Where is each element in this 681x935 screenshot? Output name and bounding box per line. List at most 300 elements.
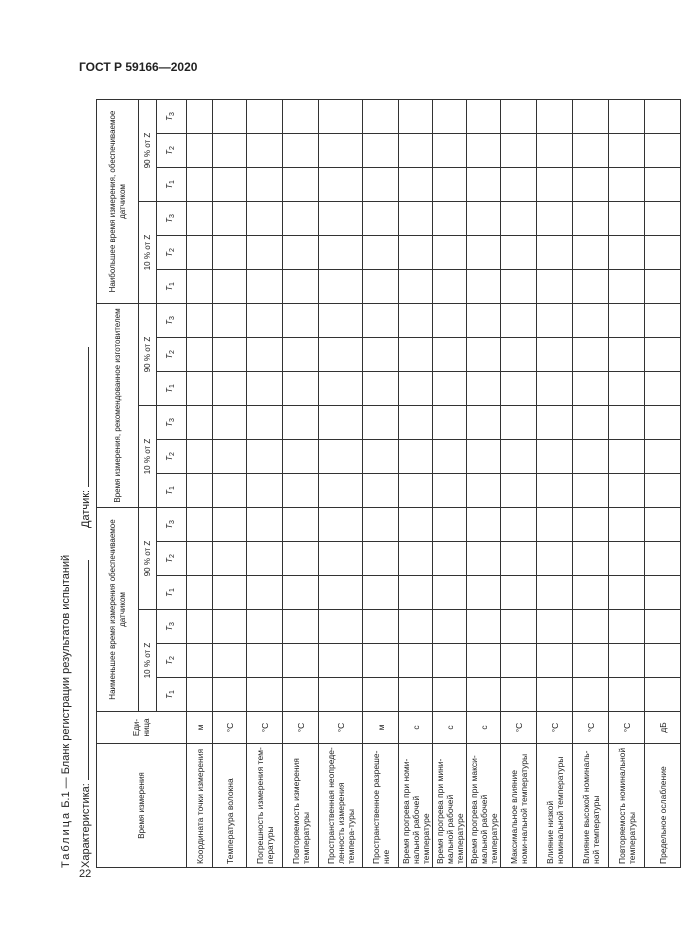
table-row <box>645 100 681 868</box>
entry-cell[interactable] <box>573 338 609 372</box>
entry-cell[interactable] <box>363 440 399 474</box>
entry-cell[interactable] <box>645 338 681 372</box>
entry-cell[interactable] <box>363 236 399 270</box>
entry-cell[interactable] <box>399 236 433 270</box>
entry-cell[interactable] <box>187 304 213 338</box>
entry-cell[interactable] <box>645 406 681 440</box>
entry-cell[interactable] <box>363 372 399 406</box>
entry-cell[interactable] <box>319 440 363 474</box>
entry-cell[interactable] <box>467 134 501 168</box>
entry-cell[interactable] <box>247 372 283 406</box>
entry-cell[interactable] <box>319 168 363 202</box>
entry-cell[interactable] <box>319 508 363 542</box>
entry-cell[interactable] <box>501 576 537 610</box>
rotated-table-block <box>60 68 668 868</box>
entry-cell[interactable] <box>433 610 467 644</box>
entry-cell[interactable] <box>187 610 213 644</box>
entry-cell[interactable] <box>501 678 537 712</box>
entry-cell[interactable] <box>537 576 573 610</box>
header-min-pct10-t2 <box>157 644 187 678</box>
entry-cell[interactable] <box>645 474 681 508</box>
entry-cell[interactable] <box>283 678 319 712</box>
entry-cell[interactable] <box>467 644 501 678</box>
header-min-pct90: 90 % от Z <box>139 508 157 610</box>
entry-cell[interactable] <box>573 678 609 712</box>
entry-cell[interactable] <box>363 304 399 338</box>
entry-cell[interactable] <box>609 406 645 440</box>
sensor-blank <box>77 347 89 487</box>
entry-cell[interactable] <box>213 304 247 338</box>
entry-cell[interactable] <box>609 508 645 542</box>
col-header-measurement-time: Время измерения <box>97 744 187 868</box>
entry-cell[interactable] <box>283 236 319 270</box>
entry-cell[interactable] <box>283 644 319 678</box>
entry-cell[interactable] <box>363 576 399 610</box>
entry-cell[interactable] <box>501 508 537 542</box>
entry-cell[interactable] <box>399 202 433 236</box>
entry-cell[interactable] <box>319 678 363 712</box>
entry-cell[interactable] <box>247 508 283 542</box>
entry-cell[interactable] <box>501 202 537 236</box>
header-min-pct90-t1 <box>157 576 187 610</box>
table-row <box>399 100 433 868</box>
entry-cell[interactable] <box>645 236 681 270</box>
entry-cell[interactable] <box>537 100 573 134</box>
entry-cell[interactable] <box>433 678 467 712</box>
entry-cell[interactable] <box>213 202 247 236</box>
entry-cell[interactable] <box>213 100 247 134</box>
entry-cell[interactable] <box>399 134 433 168</box>
entry-cell[interactable] <box>399 338 433 372</box>
entry-cell[interactable] <box>213 236 247 270</box>
entry-cell[interactable] <box>363 134 399 168</box>
entry-cell[interactable] <box>433 168 467 202</box>
entry-cell[interactable] <box>319 406 363 440</box>
entry-cell[interactable] <box>187 168 213 202</box>
symbol-subscript: 2 <box>169 656 176 661</box>
entry-cell[interactable] <box>645 610 681 644</box>
row-label: Пространственное разреше-ние <box>363 744 399 868</box>
entry-cell[interactable] <box>283 100 319 134</box>
entry-cell[interactable] <box>645 440 681 474</box>
entry-cell[interactable] <box>501 372 537 406</box>
entry-cell[interactable] <box>537 644 573 678</box>
entry-cell[interactable] <box>645 270 681 304</box>
header-max-pct10-t3 <box>157 202 187 236</box>
symbol-subscript: 3 <box>169 622 176 627</box>
entry-cell[interactable] <box>213 644 247 678</box>
entry-cell[interactable] <box>187 644 213 678</box>
entry-cell[interactable] <box>433 202 467 236</box>
entry-cell[interactable] <box>537 270 573 304</box>
entry-cell[interactable] <box>283 508 319 542</box>
header-min-pct90-t2 <box>157 542 187 576</box>
header-min-pct10-t1 <box>157 678 187 712</box>
entry-cell[interactable] <box>213 134 247 168</box>
entry-cell[interactable] <box>537 202 573 236</box>
header-max-pct90-t3 <box>157 100 187 134</box>
entry-cell[interactable] <box>537 440 573 474</box>
row-unit: м <box>363 712 399 744</box>
entry-cell[interactable] <box>187 406 213 440</box>
entry-cell[interactable] <box>283 474 319 508</box>
entry-cell[interactable] <box>363 678 399 712</box>
entry-cell[interactable] <box>645 100 681 134</box>
entry-cell[interactable] <box>609 100 645 134</box>
entry-cell[interactable] <box>573 576 609 610</box>
entry-cell[interactable] <box>609 202 645 236</box>
row-unit: °С <box>573 712 609 744</box>
entry-cell[interactable] <box>187 270 213 304</box>
entry-cell[interactable] <box>319 304 363 338</box>
entry-cell[interactable] <box>247 542 283 576</box>
entry-cell[interactable] <box>433 406 467 440</box>
entry-cell[interactable] <box>187 236 213 270</box>
col-group-max: Наибольшее время измерения, обеспечиваемое датчиком <box>97 100 139 304</box>
symbol-t: T <box>165 592 174 597</box>
entry-cell[interactable] <box>537 134 573 168</box>
entry-cell[interactable] <box>187 440 213 474</box>
entry-cell[interactable] <box>213 270 247 304</box>
entry-cell[interactable] <box>609 236 645 270</box>
entry-cell[interactable] <box>247 610 283 644</box>
symbol-t: T <box>165 490 174 495</box>
entry-cell[interactable] <box>573 508 609 542</box>
entry-cell[interactable] <box>213 406 247 440</box>
entry-cell[interactable] <box>433 100 467 134</box>
entry-cell[interactable] <box>501 440 537 474</box>
entry-cell[interactable] <box>467 610 501 644</box>
entry-cell[interactable] <box>573 440 609 474</box>
entry-cell[interactable] <box>645 678 681 712</box>
entry-cell[interactable] <box>609 610 645 644</box>
entry-cell[interactable] <box>467 236 501 270</box>
entry-cell[interactable] <box>609 440 645 474</box>
symbol-t: T <box>165 150 174 155</box>
entry-cell[interactable] <box>319 134 363 168</box>
symbol-t: T <box>165 388 174 393</box>
entry-cell[interactable] <box>573 304 609 338</box>
entry-cell[interactable] <box>283 168 319 202</box>
entry-cell[interactable] <box>609 338 645 372</box>
entry-cell[interactable] <box>573 610 609 644</box>
entry-cell[interactable] <box>187 202 213 236</box>
entry-cell[interactable] <box>319 270 363 304</box>
entry-cell[interactable] <box>433 542 467 576</box>
entry-cell[interactable] <box>247 440 283 474</box>
entry-cell[interactable] <box>319 236 363 270</box>
entry-cell[interactable] <box>247 100 283 134</box>
table-row <box>363 100 399 868</box>
entry-cell[interactable] <box>399 508 433 542</box>
entry-cell[interactable] <box>467 168 501 202</box>
symbol-subscript: 1 <box>169 384 176 389</box>
entry-cell[interactable] <box>283 576 319 610</box>
entry-cell[interactable] <box>573 474 609 508</box>
entry-cell[interactable] <box>537 678 573 712</box>
entry-cell[interactable] <box>363 542 399 576</box>
entry-cell[interactable] <box>573 644 609 678</box>
symbol-subscript: 3 <box>169 418 176 423</box>
entry-cell[interactable] <box>187 338 213 372</box>
header-rec-pct10-t3 <box>157 406 187 440</box>
entry-cell[interactable] <box>645 304 681 338</box>
entry-cell[interactable] <box>467 338 501 372</box>
entry-cell[interactable] <box>399 270 433 304</box>
entry-cell[interactable] <box>467 304 501 338</box>
entry-cell[interactable] <box>283 304 319 338</box>
entry-cell[interactable] <box>467 576 501 610</box>
entry-cell[interactable] <box>537 508 573 542</box>
entry-cell[interactable] <box>213 610 247 644</box>
entry-cell[interactable] <box>467 542 501 576</box>
entry-cell[interactable] <box>247 202 283 236</box>
entry-cell[interactable] <box>573 236 609 270</box>
entry-cell[interactable] <box>467 474 501 508</box>
entry-cell[interactable] <box>399 542 433 576</box>
entry-cell[interactable] <box>319 474 363 508</box>
entry-cell[interactable] <box>573 134 609 168</box>
entry-cell[interactable] <box>609 542 645 576</box>
entry-cell[interactable] <box>363 100 399 134</box>
entry-cell[interactable] <box>573 100 609 134</box>
table-caption <box>60 555 72 868</box>
entry-cell[interactable] <box>283 202 319 236</box>
entry-cell[interactable] <box>573 270 609 304</box>
col-group-recommended: Время измерения, рекомендованное изготовителем <box>97 304 139 508</box>
entry-cell[interactable] <box>609 372 645 406</box>
entry-cell[interactable] <box>501 100 537 134</box>
entry-cell[interactable] <box>609 644 645 678</box>
entry-cell[interactable] <box>213 508 247 542</box>
entry-cell[interactable] <box>187 134 213 168</box>
entry-cell[interactable] <box>247 678 283 712</box>
entry-cell[interactable] <box>283 610 319 644</box>
entry-cell[interactable] <box>363 270 399 304</box>
entry-cell[interactable] <box>319 542 363 576</box>
entry-cell[interactable] <box>319 202 363 236</box>
entry-cell[interactable] <box>467 406 501 440</box>
entry-cell[interactable] <box>283 440 319 474</box>
row-label: Координата точки измерения <box>187 744 213 868</box>
entry-cell[interactable] <box>501 270 537 304</box>
entry-cell[interactable] <box>501 610 537 644</box>
entry-cell[interactable] <box>537 542 573 576</box>
entry-cell[interactable] <box>213 168 247 202</box>
entry-cell[interactable] <box>609 678 645 712</box>
header-min-pct10: 10 % от Z <box>139 610 157 712</box>
entry-cell[interactable] <box>247 270 283 304</box>
entry-cell[interactable] <box>363 406 399 440</box>
entry-cell[interactable] <box>609 270 645 304</box>
entry-cell[interactable] <box>363 168 399 202</box>
entry-cell[interactable] <box>645 134 681 168</box>
entry-cell[interactable] <box>319 610 363 644</box>
entry-cell[interactable] <box>433 440 467 474</box>
table-row <box>213 100 247 868</box>
entry-cell[interactable] <box>283 134 319 168</box>
entry-cell[interactable] <box>399 168 433 202</box>
entry-cell[interactable] <box>433 474 467 508</box>
entry-cell[interactable] <box>467 270 501 304</box>
entry-cell[interactable] <box>283 542 319 576</box>
entry-cell[interactable] <box>187 474 213 508</box>
entry-cell[interactable] <box>609 576 645 610</box>
header-max-pct10: 10 % от Z <box>139 202 157 304</box>
entry-cell[interactable] <box>501 236 537 270</box>
entry-cell[interactable] <box>467 440 501 474</box>
entry-cell[interactable] <box>645 372 681 406</box>
header-rec-pct10-t2 <box>157 440 187 474</box>
entry-cell[interactable] <box>501 168 537 202</box>
entry-cell[interactable] <box>319 372 363 406</box>
symbol-subscript: 3 <box>169 316 176 321</box>
entry-cell[interactable] <box>399 610 433 644</box>
entry-cell[interactable] <box>645 644 681 678</box>
entry-cell[interactable] <box>537 610 573 644</box>
entry-cell[interactable] <box>283 406 319 440</box>
entry-cell[interactable] <box>213 440 247 474</box>
entry-cell[interactable] <box>213 372 247 406</box>
entry-cell[interactable] <box>573 542 609 576</box>
row-label: Время прогрева при макси-мальной рабочей температуре <box>467 744 501 868</box>
entry-cell[interactable] <box>399 576 433 610</box>
entry-cell[interactable] <box>573 406 609 440</box>
entry-cell[interactable] <box>247 474 283 508</box>
entry-cell[interactable] <box>467 202 501 236</box>
entry-cell[interactable] <box>433 338 467 372</box>
entry-cell[interactable] <box>213 678 247 712</box>
entry-cell[interactable] <box>399 678 433 712</box>
entry-cell[interactable] <box>363 610 399 644</box>
entry-cell[interactable] <box>247 338 283 372</box>
entry-cell[interactable] <box>247 406 283 440</box>
entry-cell[interactable] <box>645 508 681 542</box>
entry-cell[interactable] <box>645 202 681 236</box>
entry-cell[interactable] <box>283 338 319 372</box>
symbol-t: T <box>165 252 174 257</box>
entry-cell[interactable] <box>363 644 399 678</box>
entry-cell[interactable] <box>645 542 681 576</box>
entry-cell[interactable] <box>501 542 537 576</box>
entry-cell[interactable] <box>247 134 283 168</box>
row-label: Пространственная неопреде-ленность измерения темпера-туры <box>319 744 363 868</box>
symbol-t: T <box>165 456 174 461</box>
entry-cell[interactable] <box>609 474 645 508</box>
entry-cell[interactable] <box>247 304 283 338</box>
entry-cell[interactable] <box>247 236 283 270</box>
header-max-pct90-t2 <box>157 134 187 168</box>
entry-cell[interactable] <box>537 406 573 440</box>
entry-cell[interactable] <box>501 304 537 338</box>
entry-cell[interactable] <box>609 304 645 338</box>
row-label: Температура волокна <box>213 744 247 868</box>
symbol-subscript: 1 <box>169 282 176 287</box>
entry-cell[interactable] <box>537 168 573 202</box>
entry-cell[interactable] <box>213 338 247 372</box>
entry-cell[interactable] <box>399 406 433 440</box>
entry-cell[interactable] <box>187 542 213 576</box>
entry-cell[interactable] <box>213 474 247 508</box>
entry-cell[interactable] <box>187 100 213 134</box>
entry-cell[interactable] <box>501 474 537 508</box>
entry-cell[interactable] <box>399 440 433 474</box>
entry-cell[interactable] <box>537 338 573 372</box>
entry-cell[interactable] <box>319 338 363 372</box>
entry-cell[interactable] <box>247 576 283 610</box>
entry-cell[interactable] <box>433 576 467 610</box>
entry-cell[interactable] <box>363 338 399 372</box>
entry-cell[interactable] <box>319 576 363 610</box>
entry-cell[interactable] <box>213 576 247 610</box>
entry-cell[interactable] <box>283 372 319 406</box>
entry-cell[interactable] <box>501 134 537 168</box>
entry-cell[interactable] <box>645 168 681 202</box>
entry-cell[interactable] <box>433 134 467 168</box>
entry-cell[interactable] <box>399 644 433 678</box>
entry-cell[interactable] <box>433 508 467 542</box>
entry-cell[interactable] <box>433 372 467 406</box>
entry-cell[interactable] <box>187 372 213 406</box>
entry-cell[interactable] <box>537 236 573 270</box>
entry-cell[interactable] <box>319 100 363 134</box>
entry-cell[interactable] <box>467 678 501 712</box>
entry-cell[interactable] <box>537 474 573 508</box>
entry-cell[interactable] <box>433 304 467 338</box>
entry-cell[interactable] <box>501 644 537 678</box>
row-label: Погрешность измерения тем-пературы <box>247 744 283 868</box>
entry-cell[interactable] <box>187 678 213 712</box>
entry-cell[interactable] <box>433 270 467 304</box>
symbol-t: T <box>165 218 174 223</box>
row-unit: °С <box>609 712 645 744</box>
entry-cell[interactable] <box>283 270 319 304</box>
sensor-field <box>77 347 92 528</box>
entry-cell[interactable] <box>609 134 645 168</box>
entry-cell[interactable] <box>363 508 399 542</box>
entry-cell[interactable] <box>247 168 283 202</box>
entry-cell[interactable] <box>213 542 247 576</box>
entry-cell[interactable] <box>319 644 363 678</box>
entry-cell[interactable] <box>467 100 501 134</box>
entry-cell[interactable] <box>399 100 433 134</box>
entry-cell[interactable] <box>645 576 681 610</box>
entry-cell[interactable] <box>187 508 213 542</box>
entry-cell[interactable] <box>609 168 645 202</box>
entry-cell[interactable] <box>187 576 213 610</box>
entry-cell[interactable] <box>399 474 433 508</box>
entry-cell[interactable] <box>399 304 433 338</box>
entry-cell[interactable] <box>467 372 501 406</box>
entry-cell[interactable] <box>433 236 467 270</box>
entry-cell[interactable] <box>247 644 283 678</box>
entry-cell[interactable] <box>573 372 609 406</box>
entry-cell[interactable] <box>537 304 573 338</box>
header-rec-pct90: 90 % от Z <box>139 304 157 406</box>
entry-cell[interactable] <box>467 508 501 542</box>
entry-cell[interactable] <box>573 168 609 202</box>
entry-cell[interactable] <box>399 372 433 406</box>
row-unit: °С <box>537 712 573 744</box>
entry-cell[interactable] <box>573 202 609 236</box>
entry-cell[interactable] <box>537 372 573 406</box>
entry-cell[interactable] <box>363 202 399 236</box>
entry-cell[interactable] <box>501 338 537 372</box>
row-unit: м <box>187 712 213 744</box>
entry-cell[interactable] <box>433 644 467 678</box>
entry-cell[interactable] <box>501 406 537 440</box>
entry-cell[interactable] <box>363 474 399 508</box>
